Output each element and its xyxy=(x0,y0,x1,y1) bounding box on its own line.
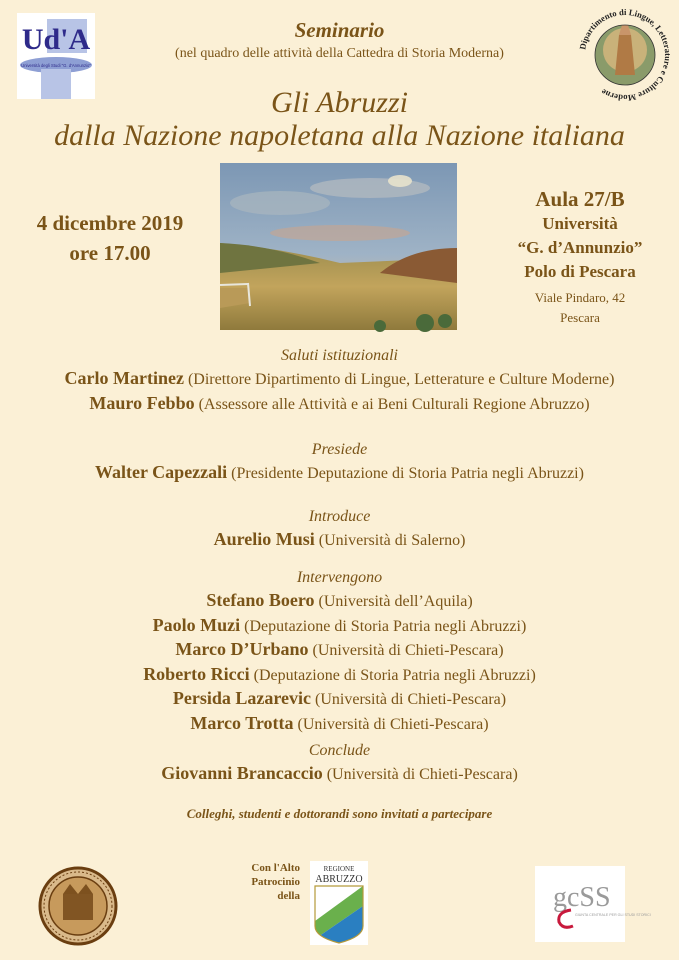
section-label: Presiede xyxy=(311,441,368,458)
speaker-row xyxy=(0,392,679,417)
patronage-line1: Con l'Alto Patrocinio xyxy=(251,862,300,888)
section-conclude xyxy=(0,740,679,787)
gcss-logo-subtext: GIUNTA CENTRALE PER GLI STUDI STORICI xyxy=(575,913,651,917)
section-intervengono xyxy=(0,567,679,736)
gcss-logo-graphic xyxy=(535,866,651,942)
event-date: 4 dicembre 2019 xyxy=(36,211,184,235)
event-subtitle: (nel quadro delle attività della Cattedra di Storia Moderna) xyxy=(175,46,504,61)
venue-university-name: “G. d’Annunzio” xyxy=(517,238,643,257)
section-introduce xyxy=(0,506,679,553)
gcss-logo-text: gcSS xyxy=(553,882,611,913)
landscape-painting xyxy=(220,163,457,330)
speaker-role: (Università di Chieti-Pescara) xyxy=(308,642,504,659)
speaker-row xyxy=(0,663,679,688)
speaker-name: Stefano Boero xyxy=(206,590,315,610)
section-presiede xyxy=(0,439,679,486)
speaker-role: (Deputazione di Storia Patria negli Abruzzi) xyxy=(240,617,527,635)
speaker-role: (Presidente Deputazione di Storia Patria negli Abruzzi) xyxy=(227,465,584,482)
event-title-line2: dalla Nazione napoletana alla Nazione italiana xyxy=(54,119,625,152)
section-label: Conclude xyxy=(308,742,371,759)
section-label: Introduce xyxy=(308,508,371,525)
speaker-name: Carlo Martinez xyxy=(64,368,184,388)
speaker-name: Persida Lazarevic xyxy=(172,688,312,708)
speaker-name: Aurelio Musi xyxy=(213,529,315,549)
speaker-role: (Università di Chieti-Pescara) xyxy=(322,766,518,783)
event-title xyxy=(0,86,679,152)
speaker-role: (Università di Salerno) xyxy=(314,532,466,549)
department-logo-text: Dipartimento di Lingue, Letterature e Culture Moderne xyxy=(577,6,674,104)
section-saluti xyxy=(0,345,679,416)
gcss-logo xyxy=(535,866,651,942)
venue-university: Università xyxy=(542,214,618,233)
speaker-name: Paolo Muzi xyxy=(152,614,241,635)
venue-room: Aula 27/B xyxy=(535,187,625,211)
event-time: ore 17.00 xyxy=(69,241,151,265)
historical-society-seal xyxy=(38,866,118,946)
speaker-row xyxy=(0,528,679,553)
speaker-role: (Deputazione di Storia Patria negli Abruzzi) xyxy=(249,666,536,684)
venue-street: Viale Pindaro, 42 xyxy=(534,290,626,305)
patronage-line2: della xyxy=(277,890,300,902)
speaker-name: Roberto Ricci xyxy=(143,663,250,684)
uda-logo-text: Ud'A xyxy=(21,23,91,56)
event-title-line1: Gli Abruzzi xyxy=(271,86,408,119)
landscape-painting-image xyxy=(220,163,457,330)
speaker-role: (Università di Chieti-Pescara) xyxy=(293,715,489,733)
speaker-row xyxy=(0,712,679,737)
speaker-name: Marco Trotta xyxy=(190,712,294,733)
invitation-note: Colleghi, studenti e dottorandi sono invitati a partecipare xyxy=(186,806,493,821)
speaker-name: Marco D’Urbano xyxy=(175,639,309,659)
speaker-name: Mauro Febbo xyxy=(89,392,195,413)
speaker-name: Giovanni Brancaccio xyxy=(161,763,323,783)
speaker-row xyxy=(0,614,679,639)
venue-city: Pescara xyxy=(560,310,600,325)
patronage-label xyxy=(204,861,300,903)
section-label: Intervengono xyxy=(296,569,383,586)
speaker-row xyxy=(0,638,679,663)
speaker-row xyxy=(0,762,679,787)
section-label: Saluti istituzionali xyxy=(281,347,398,364)
speaker-row xyxy=(0,461,679,486)
event-venue xyxy=(490,186,670,328)
regione-line1: REGIONE xyxy=(323,865,355,873)
event-kicker: Seminario xyxy=(294,18,385,42)
uda-logo-subtext: Università degli Studi "G. d'Annunzio" xyxy=(21,63,91,68)
speaker-name: Walter Capezzali xyxy=(95,462,228,482)
speaker-row xyxy=(0,589,679,614)
regione-line2: ABRUZZO xyxy=(315,874,363,885)
regione-abruzzo-logo xyxy=(310,861,368,945)
speaker-role: (Direttore Dipartimento di Lingue, Letterature e Culture Moderne) xyxy=(183,371,615,388)
speaker-role: (Università dell’Aquila) xyxy=(314,593,473,610)
speaker-row xyxy=(0,687,679,712)
speaker-role: (Assessore alle Attività e ai Beni Culturali Regione Abruzzo) xyxy=(194,395,590,413)
speaker-row xyxy=(0,367,679,392)
regione-abruzzo-crest xyxy=(310,861,368,945)
seal-graphic xyxy=(38,866,118,946)
venue-campus: Polo di Pescara xyxy=(524,262,636,281)
event-datetime xyxy=(20,208,200,268)
speaker-role: (Università di Chieti-Pescara) xyxy=(311,691,507,708)
venue-address xyxy=(490,288,670,328)
